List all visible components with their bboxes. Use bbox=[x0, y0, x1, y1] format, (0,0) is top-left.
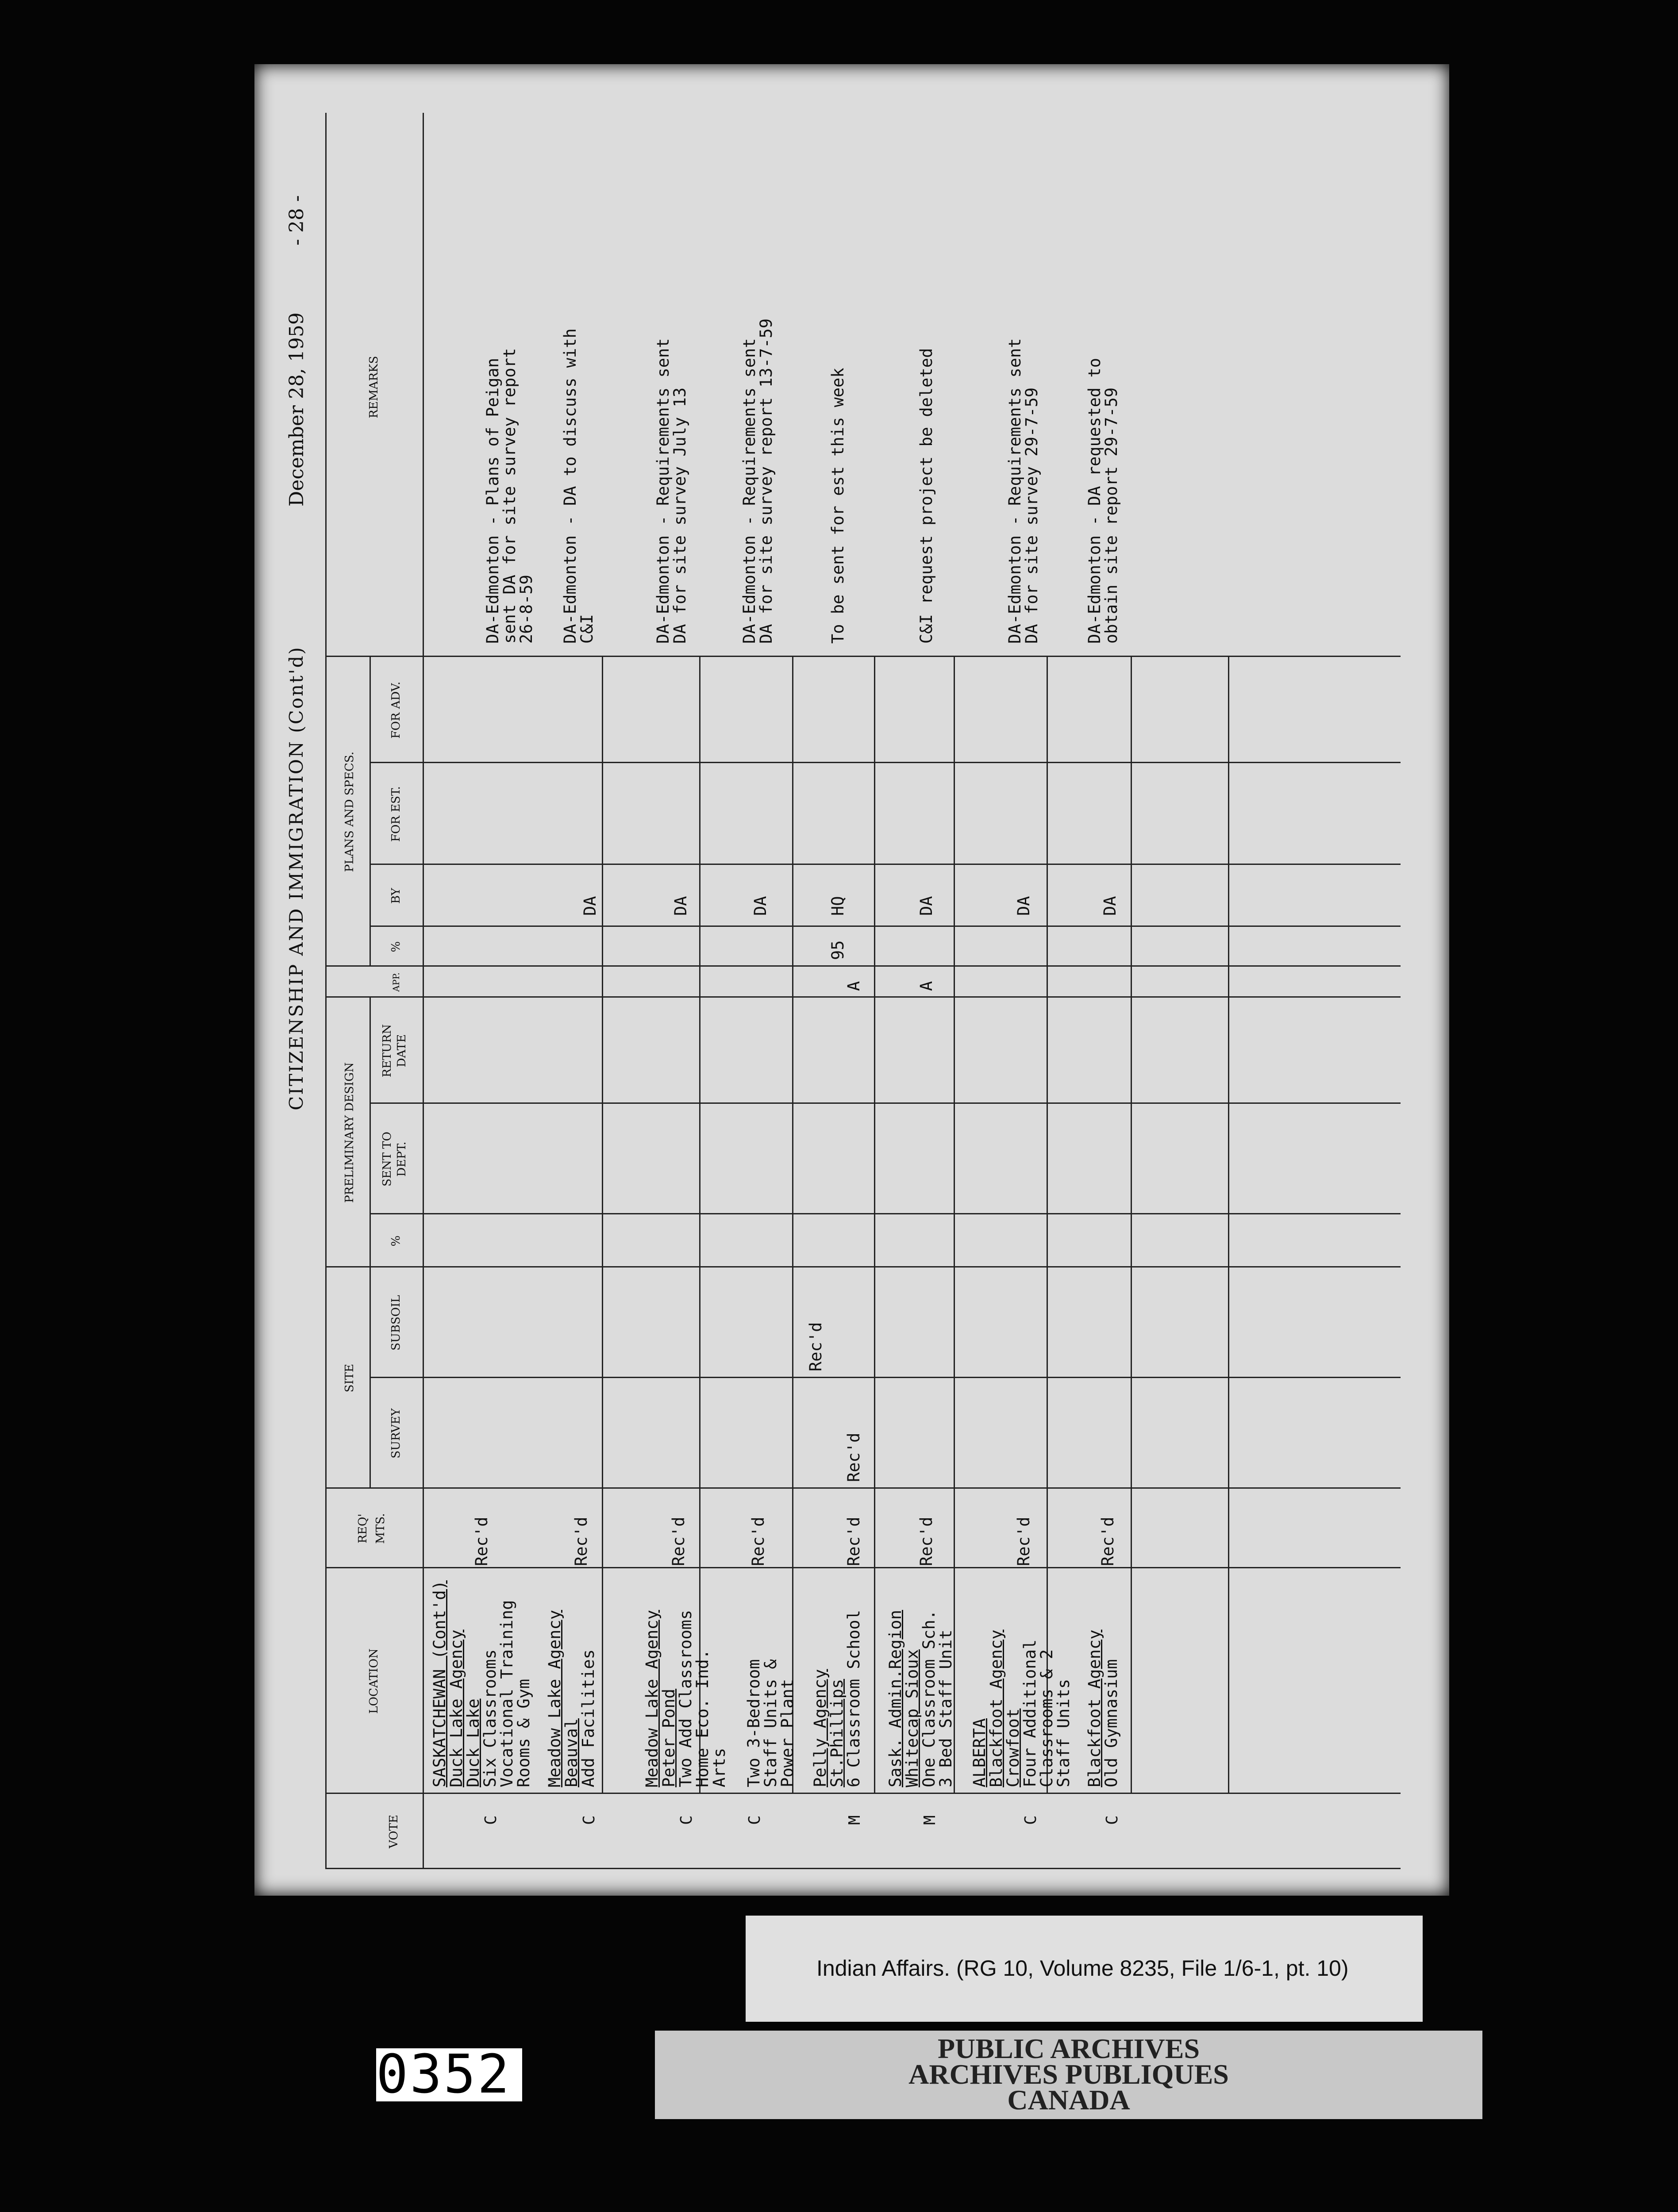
survey-divider bbox=[369, 1377, 1401, 1378]
remarks-line: DA-Edmonton - Requirements sent bbox=[654, 338, 673, 644]
location-line: 6 Classroom School bbox=[844, 1610, 863, 1787]
vote-code: C bbox=[580, 1815, 598, 1825]
location-line: Home Eco. Ind. bbox=[693, 1649, 712, 1787]
header-remarks: REMARKS bbox=[367, 356, 381, 419]
vote-code: C bbox=[482, 1815, 500, 1825]
header-pct: % bbox=[389, 1235, 403, 1247]
location-heading: St.Phillips bbox=[827, 1678, 847, 1787]
req-status: Rec'd bbox=[572, 1517, 591, 1566]
header-req-2: MTS. bbox=[374, 1513, 387, 1544]
header-sent-to-1: SENT TO bbox=[381, 1132, 394, 1187]
app-status: A bbox=[917, 981, 936, 991]
est-divider bbox=[369, 762, 1401, 763]
header-sent-to-2: DEPT. bbox=[395, 1141, 408, 1177]
location-line: Power Plant bbox=[778, 1678, 797, 1787]
header-subsoil: SUBSOIL bbox=[389, 1295, 403, 1351]
location-heading: Blackfoot Agency bbox=[987, 1629, 1006, 1787]
header-app: APP. bbox=[391, 972, 401, 992]
plans-subheader-line bbox=[369, 657, 371, 967]
row-separator bbox=[1131, 657, 1132, 1794]
req-status: Rec'd bbox=[1098, 1517, 1117, 1566]
location-line: Old Gymnasium bbox=[1102, 1659, 1121, 1787]
location-line: Two Add Classrooms bbox=[676, 1610, 695, 1787]
plans-by: DA bbox=[751, 896, 770, 916]
stamp-line-2: ARCHIVES PUBLIQUES bbox=[908, 2058, 1229, 2090]
remarks-line: DA-Edmonton - Requirements sent bbox=[740, 338, 759, 644]
app-status: A bbox=[844, 981, 863, 991]
document-title: CITIZENSHIP AND IMMIGRATION (Cont'd) bbox=[285, 646, 307, 1110]
location-heading: SASKATCHEWAN (Cont'd) bbox=[430, 1580, 449, 1787]
site-subsoil-status: Rec'd bbox=[806, 1322, 825, 1371]
return-divider bbox=[325, 996, 1401, 998]
location-line: Add Facilities bbox=[579, 1649, 598, 1787]
remarks-line: DA for site survey July 13 bbox=[670, 387, 689, 644]
location-line: 3 Bed Staff Unit bbox=[936, 1629, 955, 1787]
row-separator bbox=[1228, 657, 1229, 1794]
pct-divider bbox=[369, 1213, 1401, 1214]
location-heading: Duck Lake Agency bbox=[447, 1629, 466, 1787]
req-status: Rec'd bbox=[669, 1517, 688, 1566]
vote-code: C bbox=[746, 1815, 764, 1825]
table-top-border bbox=[325, 113, 327, 1869]
location-line: Rooms & Gym bbox=[514, 1678, 533, 1787]
subsoil-divider bbox=[325, 1266, 1401, 1267]
by-divider bbox=[369, 864, 1401, 865]
location-heading: ALBERTA bbox=[970, 1718, 989, 1787]
archive-reference-card bbox=[746, 1916, 1423, 2022]
location-heading: Beauval bbox=[562, 1718, 581, 1787]
location-line: Arts bbox=[710, 1747, 729, 1787]
stamp-line-1: PUBLIC ARCHIVES bbox=[937, 2033, 1200, 2064]
archive-reference: Indian Affairs. (RG 10, Volume 8235, File 1/6-1, pt. 10) bbox=[816, 1956, 1349, 1981]
req-status: Rec'd bbox=[472, 1517, 491, 1566]
sent-divider bbox=[369, 1102, 1401, 1104]
req-status: Rec'd bbox=[917, 1517, 936, 1566]
vote-code: M bbox=[921, 1815, 939, 1825]
plans-by: DA bbox=[581, 896, 600, 916]
plans-by: DA bbox=[1014, 896, 1033, 916]
site-subheader-line bbox=[369, 1267, 371, 1489]
remarks-line: DA-Edmonton - DA requested to bbox=[1085, 357, 1104, 644]
document-sheet bbox=[254, 64, 1449, 1896]
header-site: SITE bbox=[343, 1363, 356, 1393]
vote-code: C bbox=[677, 1815, 696, 1825]
row-separator bbox=[954, 657, 955, 1794]
location-heading: Duck Lake bbox=[464, 1698, 483, 1787]
location-line: Staff Units bbox=[1054, 1678, 1073, 1787]
vote-code: C bbox=[1103, 1815, 1121, 1825]
location-heading: Crowfoot bbox=[1004, 1708, 1023, 1787]
location-heading: Meadow Lake Agency bbox=[545, 1610, 564, 1787]
remarks-line: 26-8-59 bbox=[517, 575, 536, 644]
archive-stamp bbox=[655, 2031, 1482, 2119]
req-status: Rec'd bbox=[1014, 1517, 1033, 1566]
app-divider bbox=[325, 965, 1401, 967]
header-by: BY bbox=[389, 888, 403, 904]
remarks-line: DA for site survey report 13-7-59 bbox=[757, 318, 776, 644]
row-separator bbox=[602, 657, 603, 1794]
location-line: Vocational Training bbox=[497, 1600, 516, 1787]
location-line: Two 3-Bedroom bbox=[744, 1659, 763, 1787]
header-preliminary-design: PRELIMINARY DESIGN bbox=[343, 1062, 356, 1203]
site-divider bbox=[325, 1487, 1401, 1489]
location-line: Classrooms & 2 bbox=[1037, 1649, 1056, 1787]
rotated-table-page bbox=[254, 64, 1449, 1896]
remarks-line: C&I bbox=[577, 614, 597, 644]
remarks-line: sent DA for site survey report bbox=[500, 348, 519, 644]
location-heading: Blackfoot Agency bbox=[1085, 1629, 1104, 1787]
location-heading: Whitecap Sioux bbox=[903, 1649, 922, 1787]
vote-code: C bbox=[1022, 1815, 1040, 1825]
header-return-2: DATE bbox=[395, 1034, 408, 1068]
plans-by: DA bbox=[1101, 896, 1120, 916]
pct2-divider bbox=[369, 926, 1401, 927]
location-divider bbox=[325, 1793, 1401, 1794]
stamp-line-3: CANADA bbox=[1007, 2084, 1130, 2116]
header-location: LOCATION bbox=[367, 1648, 381, 1714]
location-heading: Sask. Admin.Region bbox=[886, 1610, 905, 1787]
req-divider bbox=[325, 1567, 1401, 1568]
row-separator bbox=[792, 657, 793, 1794]
location-heading: Meadow Lake Agency bbox=[643, 1610, 662, 1787]
page-number: - 28 - bbox=[285, 195, 308, 246]
plans-pct: 95 bbox=[828, 940, 847, 960]
header-for-adv: FOR ADV. bbox=[389, 681, 403, 739]
plans-by: DA bbox=[917, 896, 936, 916]
location-line: Six Classrooms bbox=[481, 1649, 500, 1787]
location-line: Four Additional bbox=[1020, 1639, 1039, 1787]
remarks-line: C&I request project be deleted bbox=[917, 348, 936, 644]
location-line: Staff Units & bbox=[761, 1659, 780, 1787]
header-pct2: % bbox=[389, 941, 403, 952]
frame-counter: 0352 bbox=[376, 2048, 522, 2101]
table-left-border bbox=[325, 1868, 1401, 1869]
document-date: December 28, 1959 bbox=[285, 312, 308, 507]
site-survey-status: Rec'd bbox=[844, 1432, 863, 1482]
vote-code: M bbox=[846, 1815, 864, 1825]
location-heading: Peter Pond bbox=[659, 1689, 678, 1787]
row-separator bbox=[1047, 657, 1048, 1794]
remarks-line: DA for site survey 29-7-59 bbox=[1022, 387, 1041, 644]
remarks-line: obtain site report 29-7-59 bbox=[1102, 387, 1121, 644]
header-return-1: RETURN bbox=[381, 1024, 394, 1078]
header-survey: SURVEY bbox=[389, 1408, 403, 1459]
location-line: One Classroom Sch. bbox=[920, 1610, 939, 1787]
remarks-line: To be sent for est this week bbox=[828, 368, 847, 644]
location-heading: Pelly Agency bbox=[811, 1669, 830, 1787]
row-separator bbox=[699, 657, 700, 1794]
prelim-subheader-line bbox=[369, 998, 371, 1267]
row-separator bbox=[874, 657, 875, 1794]
req-status: Rec'd bbox=[844, 1517, 863, 1566]
req-status: Rec'd bbox=[749, 1517, 768, 1566]
remarks-line: DA-Edmonton - Plans of Peigan bbox=[483, 357, 502, 644]
header-vote: VOTE bbox=[387, 1815, 400, 1848]
adv-divider bbox=[325, 656, 1401, 657]
plans-by: HQ bbox=[828, 896, 847, 916]
remarks-line: DA-Edmonton - DA to discuss with bbox=[561, 328, 580, 644]
header-req-1: REQ' bbox=[356, 1513, 369, 1544]
header-bottom-border bbox=[423, 113, 424, 1869]
plans-by: DA bbox=[671, 896, 690, 916]
header-for-est: FOR EST. bbox=[389, 786, 403, 842]
header-plans-and-specs: PLANS AND SPECS. bbox=[343, 751, 356, 872]
remarks-line: DA-Edmonton - Requirements sent bbox=[1005, 338, 1024, 644]
